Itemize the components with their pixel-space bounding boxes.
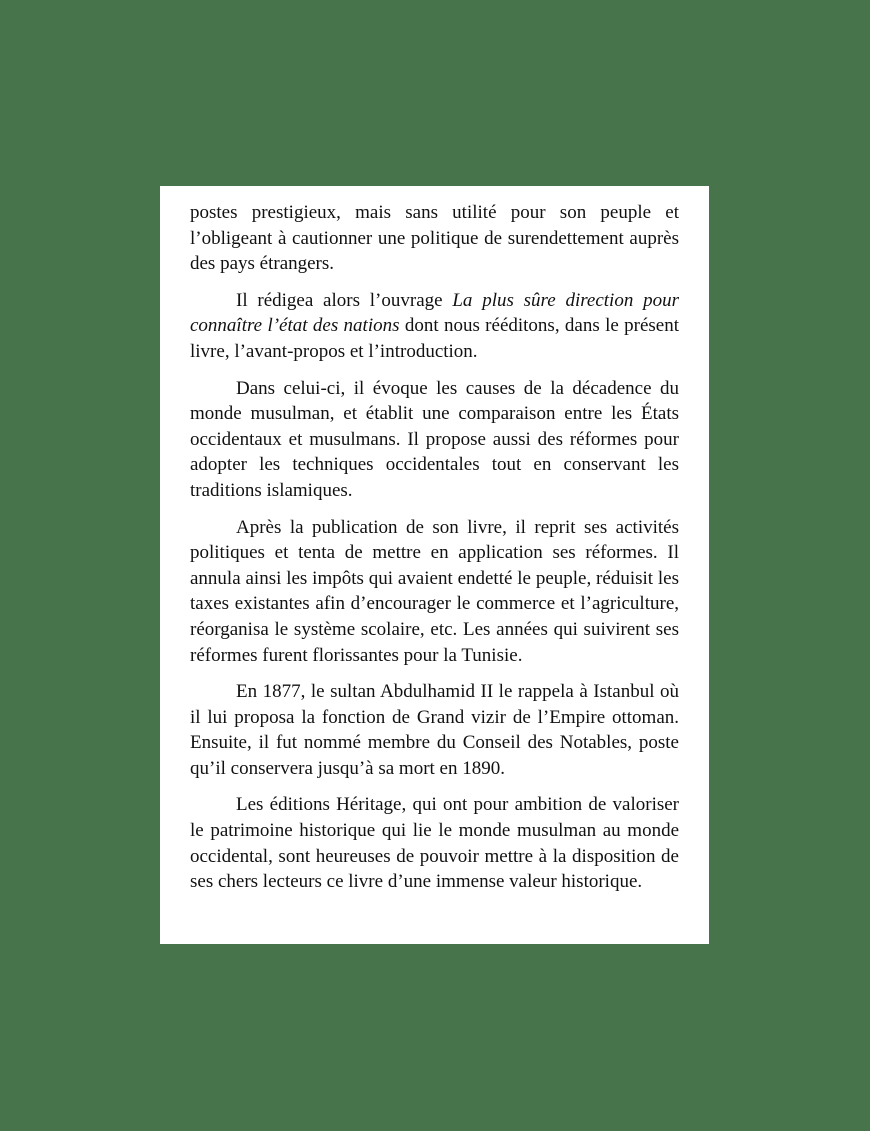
paragraph-5: En 1877, le sultan Abdulhamid II le rappela à Istanbul où il lui proposa la fonction de Grand vizir de l’Empire ottoman. Ensuite, il fut nommé membre du Conseil des Notables, poste qu’il conservera jusqu’à sa mort en 1890.: [190, 681, 679, 779]
paragraph-2-before: Il rédigea alors l’ouvrage: [236, 289, 453, 311]
document-page: [160, 186, 709, 944]
book-title: La plus sûre direction pour connaître l’état des nations: [190, 289, 680, 337]
paragraph-4: Après la publication de son livre, il reprit ses activités politiques et tenta de mettre en application ses réformes. Il annula ainsi les impôts qui avaient endetté le peuple, réduisit les taxes existantes afin d’encourager le commerce et l’agriculture, réorganisa le système scolaire, etc. Les années qui suivirent ses réformes furent florissantes pour la Tunisie.: [190, 516, 679, 666]
paragraph-2: [190, 288, 679, 365]
paragraph-1: postes prestigieux, mais sans utilité pour son peuple et l’obligeant à cautionner une politique de surendettement auprès des pays étrangers.: [190, 202, 679, 275]
paragraph-3: Dans celui-ci, il évoque les causes de la décadence du monde musulman, et établit une comparaison entre les États occidentaux et musulmans. Il propose aussi des réformes pour adopter les techniques occidentales tout en conservant les traditions islamiques.: [190, 377, 679, 501]
paragraph-2-after: dont nous rééditons, dans le présent livre, l’avant-propos et l’introduction.: [190, 315, 679, 362]
paragraph-6: Les éditions Héritage, qui ont pour ambition de valoriser le patrimoine historique qui lie le monde musulman au monde occidental, sont heureuses de pouvoir mettre à la disposition de ses chers lecteurs ce livre d’une immense valeur historique.: [190, 794, 679, 893]
